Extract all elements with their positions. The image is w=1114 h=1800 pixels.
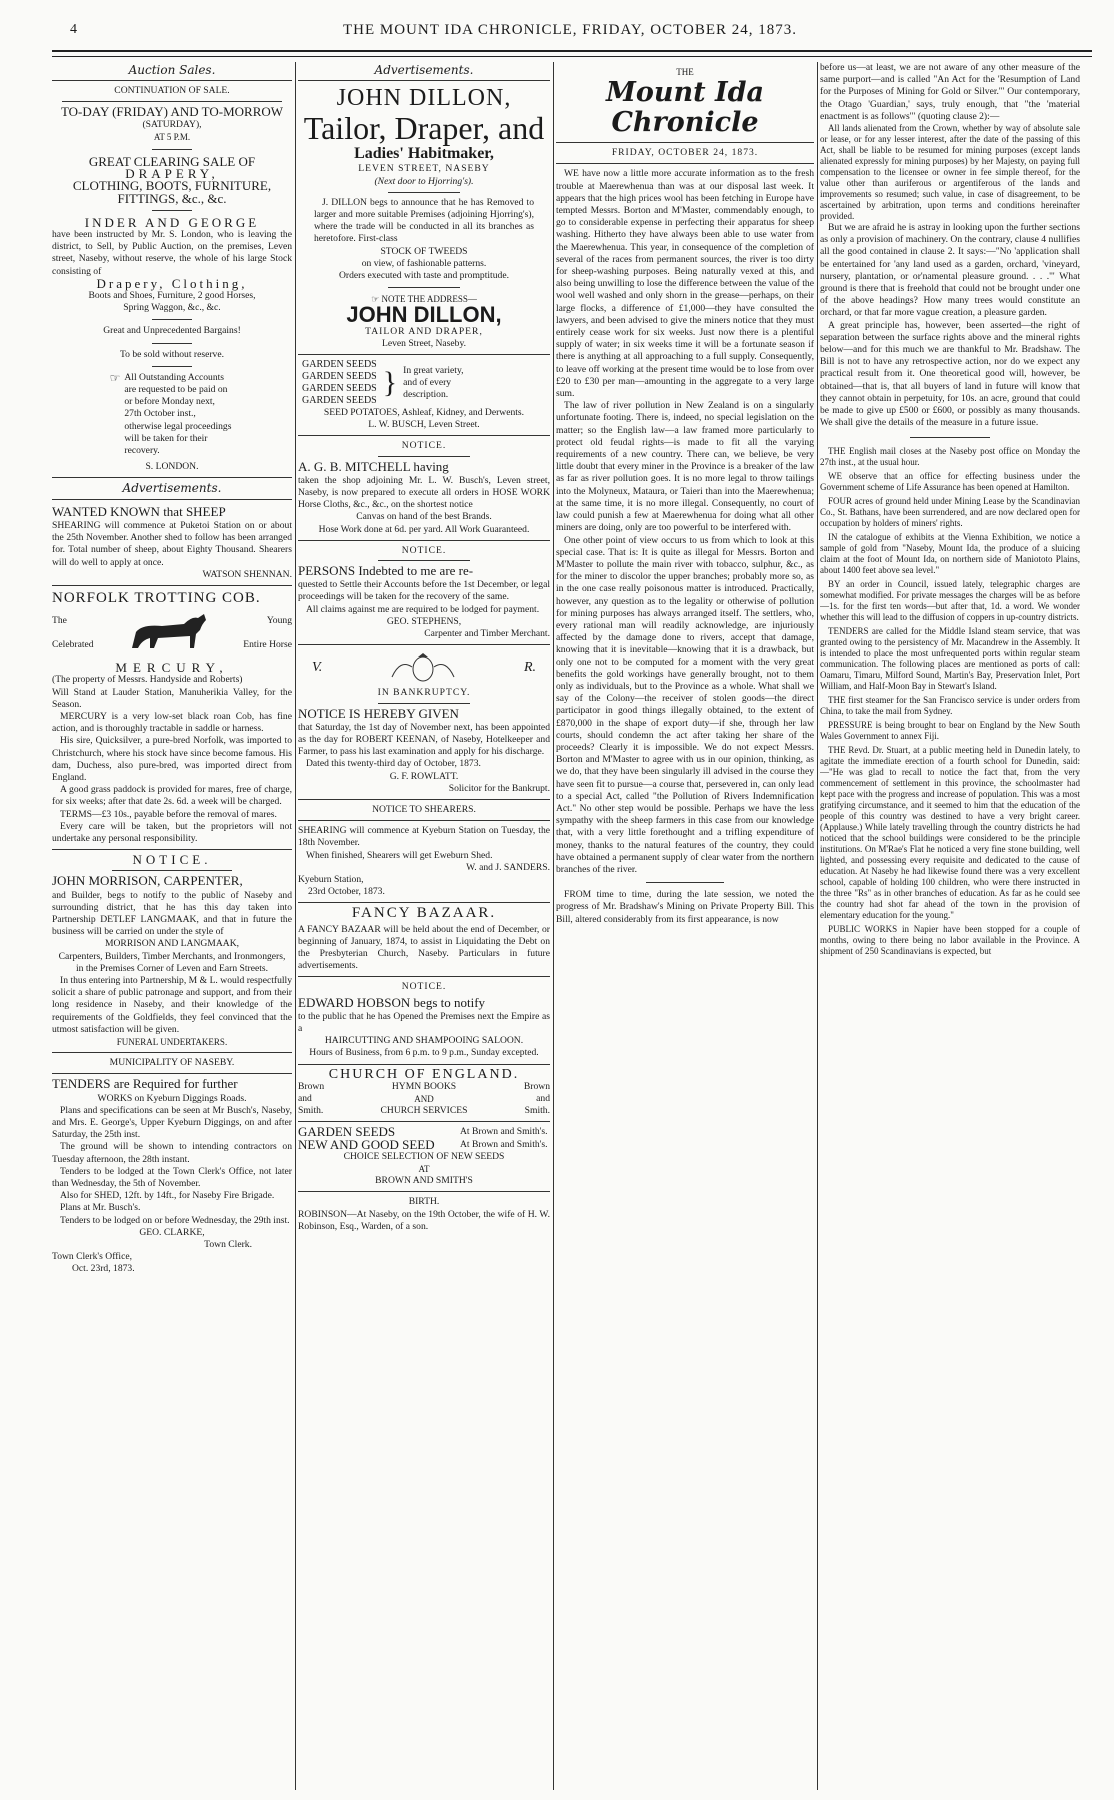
ad-body: taken the shop adjoining Mr. L. W. Busch's, Leven street, Naseby, is now prepared to execute all orders in HOSE WORK Horse Cloths, &c., &c., on the shortest notice: [298, 474, 550, 511]
auction-body: have been instructed by Mr. S. London, who is leaving the district, to Sell, by Public Auction, on the premises, Leven street, Naseby, without reserve, the whole of his large Stock consisting of: [52, 229, 292, 277]
ad-highlight: HAIRCUTTING AND SHAMPOOING SALOON.: [324, 1035, 524, 1047]
address-note: (Next door to Hjorring's).: [374, 175, 474, 187]
section-heading: Advertisements.: [374, 63, 474, 77]
editorial-paragraph: A great principle has, however, been asserted—the right of separation between the surface rights above and the mineral rights below—and for this much we are thankful to Mr. Bradshaw. The Bill is not to have any retrospective action, nor do we expect any practical result from it. One theoretical good will, however, be obtained—that is, that all buyers of land in future will know that they cannot obtain in perpetuity, for 10s. an acre, ground that could be made to give up £500 or £600, or possibly as many thousands. We shall give the details of the measure in a future issue.: [820, 319, 1080, 429]
seller-name: Brown and Smith.: [523, 1080, 550, 1117]
horse-label: Celebrated: [52, 639, 94, 651]
ad-body: Tenders to be lodged on or before Wednesday, the 29th inst.: [60, 1214, 290, 1226]
ad-body: on view, of fashionable patterns.: [361, 257, 487, 269]
top-rule: [52, 50, 1092, 52]
continuation-heading: CONTINUATION OF SALE.: [114, 85, 230, 97]
firm-trades: Carpenters, Builders, Timber Merchants, and Ironmongers,: [58, 950, 286, 962]
ad-body: Dated this twenty-third day of October, 1873.: [306, 758, 481, 770]
drapery-label: DRAPERY,: [125, 166, 219, 182]
news-item: IN the catalogue of exhibits at the Vienna Exhibition, we notice a sample of gold from "Naseby, Mount Ida, the produce of a sluicing claim at the foot of Mount Ida, on northern side of Maniototo Plains, about 1400 feet above sea level.": [820, 532, 1080, 576]
news-item: THE English mail closes at the Naseby post office on Monday the 27th inst., at the usual hour.: [820, 446, 1080, 468]
birth-notice: ROBINSON—At Naseby, on the 19th October, the wife of H. W. Robinson, Esq., Warden, of a son.: [298, 1208, 550, 1232]
ad-body: Plans at Mr. Busch's.: [60, 1202, 141, 1214]
seeds-line: GARDEN SEEDS: [302, 359, 377, 371]
signature: G. F. ROWLATT.: [389, 770, 459, 782]
section-heading: Advertisements.: [122, 481, 222, 496]
address-line: Leven Street, Naseby.: [381, 337, 467, 349]
masthead-title: THE MOUNT IDA CHRONICLE, FRIDAY, OCTOBER 24, 1873.: [342, 22, 798, 38]
notice-heading: IN BANKRUPTCY.: [377, 687, 471, 699]
horse-sire: His sire, Quicksilver, a pure-bred Norfolk, was imported to Christchurch, where his stock have since become famous. His dam, Duchess, also pure-bred, was imported direct from England.: [52, 735, 292, 783]
note-address: NOTE THE ADDRESS—: [381, 294, 477, 305]
seller-name: Brown and Smith.: [298, 1080, 325, 1117]
editorial-paragraph: But we are afraid he is astray in looking upon the further sections as only a provision of machinery. On the contrary, clause 4 nullifies all the good contained in clause 2. It says:—"No 'application shall be entertained for 'any land used as a garden, orchard, 'vineyard, nursery, plantation, or or'namental pleasure ground. . . .'" What ground is there that is freehold that could not be brought under one of the above headings? How many trees would constitute an orchard, or that far more vague creation, a pleasure garden.: [820, 222, 1080, 319]
paper-the: THE: [676, 67, 694, 77]
ad-heading: EDWARD HOBSON begs to notify: [298, 994, 486, 1010]
editorial-paragraph: The law of river pollution in New Zealand is on a singularly unfortunate footing. There is, indeed, no special legislation on the matter; so the English law—a law framed more particularly to protect old feudal rights—is made to fit all the varying requirements of a new country. There can, we believe, be very little doubt that every miner in the Province is a breaker of the law as far as river pollution goes. It is no more legal to throw tailings into the Molyneux, Mataura, or Taieri than into the Maerewhenua; at the same time, it is no more illegal. Consequently, no court of law could punish a few at Maerewhenua for doing what all other miners are doing, only are too powerful to be interfered with.: [556, 400, 814, 534]
ad-heading: A. G. B. MITCHELL having: [298, 458, 449, 474]
signature: GEO. STEPHENS,: [386, 615, 462, 627]
product-line: AND: [414, 1093, 434, 1104]
stock-line: Boots and Shoes, Furniture, 2 good Horses,: [88, 290, 256, 302]
column-4: [820, 62, 1080, 1790]
seeds-variety: In great variety, and of every description.: [403, 364, 464, 401]
horse-care: Every care will be taken, but the proprietors will not undertake any personal responsibility.: [52, 820, 292, 844]
ad-body: Orders executed with taste and promptitude.: [339, 270, 509, 282]
office-line: Town Clerk's Office,: [52, 1251, 133, 1263]
place-line: Kyeburn Station,: [298, 873, 364, 885]
seller-name: At Brown and Smith's.: [460, 1126, 548, 1138]
sale-heading: GREAT CLEARING SALE OF: [88, 154, 256, 170]
news-item: PUBLIC WORKS in Napier have been stopped for a couple of months, owing to there being no labor available in the Province. A shipment of 250 Scandinavians is expected, but: [820, 924, 1080, 957]
ad-body: Hose Work done at 6d. per yard. All Work Guaranteed.: [318, 523, 530, 535]
brace-icon: }: [382, 366, 398, 400]
product-line: HYMN BOOKS: [391, 1080, 457, 1092]
signature: GEO. CLARKE,: [139, 1226, 205, 1238]
bargains-line: Great and Unprecedented Bargains!: [103, 325, 241, 337]
ad-body: When finished, Shearers will get Eweburn Shed.: [306, 849, 493, 861]
outstanding-accounts: All Outstanding Accounts are requested to be paid on or before Monday next, 27th October inst., otherwise legal proceedings will be taken for their recovery.: [124, 371, 232, 457]
quoted-clause: All lands alienated from the Crown, whether by way of absolute sale or lease, or for any lesser interest, after the date of the passing of this Act, shall be liable to be resumed for mining purposes (except lands alienated expressly for mining purposes) by her Majesty, on paying full compensation to the licensee or owner in fee simple thereof, for the value other than auriferous or argentiferous of the lands and improvements so resumed; such value, in case of disagreement, to be ascertained by arbitration, upon terms and conditions hereinafter provided.: [820, 123, 1080, 222]
sale-day2: (SATURDAY),: [142, 118, 202, 130]
signature: L. W. BUSCH, Leven Street.: [368, 419, 480, 431]
column-divider: [553, 62, 554, 1790]
date-line: FRIDAY, OCTOBER 24, 1873.: [611, 147, 759, 159]
page-number: 4: [70, 22, 78, 37]
news-item: BY an order in Council, issued lately, telegraphic charges are somewhat modified. For private messages the charges will be as before—1s. for the first ten words—but after that, 1d. a word. We wonder whether this will lead to the diffusion of coppers in up-country districts.: [820, 579, 1080, 623]
notice-heading: MUNICIPALITY OF NASEBY.: [109, 1057, 235, 1069]
product-line: CHURCH SERVICES: [380, 1105, 468, 1117]
signature-title: Town Clerk.: [204, 1239, 252, 1251]
news-item: TENDERS are called for the Middle Island steam service, that was granted owing to the persistency of Mr. Macandrew in the Assembly. It is intended to place the most unfrequented ports within regular steam communication. The following places are mentioned as ports of call: Oamaru, Timaru, Milford Sound, Martin's Bay, Preservation Inlet, Port William, and Half-Moon Bay in Stewart's Island.: [820, 626, 1080, 692]
news-item: PRESSURE is being brought to bear on England by the New South Wales Government to annex Fiji.: [820, 720, 1080, 742]
horse-owner: (The property of Messrs. Handyside and Roberts): [52, 674, 243, 686]
ad-body: In thus entering into Partnership, M & L. would respectfully solicit a share of public patronage and support, and from their long residence in Naseby, and their knowledge of the requirements of the Goldfields, they feel convinced that the utmost satisfaction will be given.: [52, 974, 292, 1035]
no-reserve-line: To be sold without reserve.: [119, 348, 225, 360]
horse-station: Will Stand at Lauder Station, Manuherikia Valley, for the Season.: [52, 686, 292, 710]
ad-heading: NOTICE IS HEREBY GIVEN: [298, 705, 459, 721]
ad-heading: WANTED KNOWN that SHEEP: [52, 503, 226, 519]
ad-body: to the public that he has Opened the Premises next the Empire as a: [298, 1010, 550, 1034]
ad-body: Also for SHED, 12ft. by 14ft., for Naseby Fire Brigade.: [60, 1190, 275, 1202]
ad-body: The ground will be shown to intending contractors on Tuesday afternoon, the 28th instant.: [52, 1141, 292, 1165]
horse-name: MERCURY,: [115, 660, 229, 676]
ad-subheading: TAILOR AND DRAPER,: [365, 325, 483, 337]
ad-heading: CHURCH OF ENGLAND.: [328, 1066, 520, 1082]
notice-heading: NOTICE.: [401, 440, 447, 452]
signature-title: Solicitor for the Bankrupt.: [448, 782, 550, 794]
ad-body: that Saturday, the 1st day of November next, has been appointed as the day for ROBERT KEENAN, of Naseby, Hotelkeeper and Farmer, to pass his last examination and apply for his discharge.: [298, 721, 550, 758]
stock-line: Drapery, Clothing,: [96, 275, 248, 291]
horse-label: The: [52, 614, 67, 626]
ad-body: SHEARING will commence at Puketoi Station on or about the 25th November. Another shed to follow has been arranged for. Total number of sheep, about Eighty Thousand. Shearers will do well to apply at once.: [52, 519, 292, 568]
ad-body: SEED POTATOES, Ashleaf, Kidney, and Derwents.: [323, 407, 525, 419]
ad-subheading: Ladies' Habitmaker,: [354, 145, 494, 163]
ad-body: A FANCY BAZAAR will be held about the end of December, or beginning of January, 1874, to assist in Liquidating the Debt on the Presbyterian Church, Naseby. Particulars in future advertisements.: [298, 923, 550, 972]
ad-heading: NEW AND GOOD SEED: [298, 1136, 435, 1152]
ad-heading: JOHN DILLON,: [346, 302, 502, 328]
masthead: [50, 20, 1090, 44]
sale-days: TO-DAY (FRIDAY) AND TO-MORROW: [60, 104, 284, 120]
horse-paddock: A good grass paddock is provided for mares, free of charge, for six weeks; after that date 2s. 6d. a week will be charged.: [52, 784, 292, 808]
column-2: [298, 62, 550, 1790]
crest-letter: V.: [312, 660, 323, 676]
editorial-paragraph: FROM time to time, during the late session, we noted the progress of Mr. Bradshaw's Mining on Private Property Bill. This Bill, altered considerably from its first appearance, is now: [556, 889, 814, 925]
paper-title: Mount Ida Chronicle: [605, 77, 765, 139]
column-1: [52, 62, 292, 1790]
firm-place: in the Premises Corner of Leven and Earn Streets.: [75, 962, 269, 974]
editorial-paragraph: before us—at least, we are not aware of any other measure of the same purport—and is called "An Act for the 'Resumption of Land for the Purposes of Mining for Gold or Silver.'" Our contemporary, the Otago 'Guardian,' says, truly enough, that "the 'material enactment is as follows'" (quoting clause 2):—: [820, 62, 1080, 122]
ad-body: Canvas on hand of the best Brands.: [356, 511, 492, 523]
column-divider: [295, 62, 296, 1790]
sale-time: AT 5 P.M.: [153, 131, 191, 142]
ad-highlight: STOCK OF TWEEDS: [380, 245, 468, 257]
horse-desc: MERCURY is a very low-set black roan Cob, has fine action, and is thoroughly tractable in saddle or harness.: [52, 710, 292, 735]
news-item: THE first steamer for the San Francisco service is under orders from China, to take the mail from Sydney.: [820, 695, 1080, 717]
editorial-paragraph: WE have now a little more accurate information as to the fresh trouble at Maerewhenua than was at our disposal last week. It appears that the high prices wool has been fetching in Europe have tempted Messrs. Borton and M'Master, commendably enough, to go to considerable expense in perfecting their apparatus for sheep washing. Hitherto they have always been able to use water from the Maerewhenua. This year, in consequence of the completion of several of the races from permanent sources, the river is too dirty for sheep-washing purposes. Being naturally vexed at this, and also being unwilling to lose the difference between the value of the wool well washed and only shorn in the grease—perhaps, on their large flocks, a difference of £1,000—they have consulted the lawyers, and been advised to give the miners notice that they must entirely cease work for six weeks. Just now there is a plentiful supply of water; in six weeks time it will be a fortunate season if there is anything at all approaching to a full supply. Consequently, to leave off working at the present time would be to lose from over £20 to £30 per man—amounting in the aggregate to a very large sum.: [556, 168, 814, 400]
ad-body: SHEARING will commence at Kyeburn Station on Tuesday, the 18th November.: [298, 825, 550, 849]
ad-heading: GARDEN SEEDS: [298, 1124, 396, 1140]
top-rule-thin: [52, 56, 1092, 57]
ad-body: Plans and specifications can be seen at Mr Busch's, Naseby, and Mrs. E. George's, Upper Kyeburn Diggings, on and after Saturday, the 25th inst.: [52, 1104, 292, 1141]
ad-body: Tenders to be lodged at the Town Clerk's Office, not later than Wednesday, the 5th of November.: [52, 1165, 292, 1190]
notice-heading: NOTICE.: [401, 544, 447, 556]
ad-body: quested to Settle their Accounts before the 1st December, or legal proceedings will be taken for the recovery of the same.: [298, 579, 550, 603]
ad-heading: FANCY BAZAAR.: [351, 905, 497, 922]
crest-letter: R.: [523, 660, 536, 676]
column-divider: [817, 62, 818, 1790]
notice-heading: NOTICE TO SHEARERS.: [372, 803, 476, 815]
horse-label: Young: [266, 614, 292, 626]
ad-body: AT: [418, 1164, 430, 1174]
seeds-line: GARDEN SEEDS: [302, 371, 377, 383]
section-heading: Auction Sales.: [128, 63, 216, 77]
horse-icon: [122, 608, 212, 658]
news-item: WE observe that an office for effecting business under the Government scheme of Life Assurance has been opened at Hamilton.: [820, 471, 1080, 493]
ad-highlight: CHOICE SELECTION OF NEW SEEDS: [343, 1150, 505, 1162]
firm-name: MORRISON AND LANGMAAK,: [104, 938, 240, 950]
seeds-line: GARDEN SEEDS: [302, 383, 377, 395]
notice-heading: NOTICE.: [132, 852, 212, 868]
seeds-line: GARDEN SEEDS: [302, 395, 377, 407]
horse-terms: TERMS—£3 10s., payable before the removal of mares.: [60, 808, 277, 820]
funeral-label: FUNERAL UNDERTAKERS.: [116, 1037, 228, 1047]
ad-heading: PERSONS Indebted to me are re-: [298, 563, 474, 579]
ad-subheading: WORKS on Kyeburn Diggings Roads.: [97, 1092, 247, 1104]
notice-heading: NOTICE.: [401, 981, 447, 993]
signature: W. and J. SANDERS.: [466, 861, 550, 873]
ad-body: Hours of Business, from 6 p.m. to 9 p.m., Sunday excepted.: [309, 1047, 539, 1059]
ad-heading: Tailor, Draper, and: [303, 110, 545, 147]
sale-items: CLOTHING, BOOTS, FURNITURE,: [72, 178, 272, 194]
royal-crest: [298, 649, 550, 687]
signature: S. LONDON.: [145, 461, 199, 473]
pointing-hand-icon: ☞: [109, 370, 121, 385]
ad-body: All claims against me are required to be lodged for payment.: [306, 603, 540, 615]
sale-items2: FITTINGS, &c., &c.: [117, 190, 227, 206]
signature: WATSON SHENNAN.: [202, 568, 292, 580]
ad-heading: TENDERS are Required for further: [52, 1076, 238, 1092]
ad-heading: JOHN DILLON,: [336, 85, 512, 112]
editorial-paragraph: One other point of view occurs to us from which to look at this special case. That is: It is quite as illegal for Messrs. Borton and M'Master to pollute the main river with tobacco, sulphur, &c., as for the miner to discolor the upper branches; probably more so, as in the one case really poisonous matter is introduced. Practically, however, any question as to the legality or otherwise of pollution for mining purposes has always arranged itself. The settlers, who, every rational man will readily acknowledge, are injuriously affected by the damage done to rivers, accept that damage, knowing that it is inevitable—knowing that it is a drawback, but only one not to be computed for a moment with the very great benefits the gold workings have generally brought, not to them only as individuals, but to the Province as a whole. What shall we say of the Colony—the receiver of stolen goods—the direct participator in good things illegally obtained, to the extent of £870,000 in the shape of export duty—if she, through her law courts, should condemn the act after taking her share of the proceeds? Clearly it is impossible. We do not expect Messrs. Borton and M'Master to agree with us in our opinion, thinking, as we do, that they have been singularly ill advised in the course they have seen fit to pursue—a course that, persevered in, can only lead to a special Act, called "the Pollution of Rivers Indemnification Act." No other step would be possible. Perhaps we have the less sympathy with the sheep farmers in this case from our knowledge that, with a very little forethought and a trifling expenditure of money, thanks to the natural features of the country, they could have obtained a permanent supply of clear water from the northern branches of the river.: [556, 534, 814, 875]
crest-icon: [388, 653, 458, 683]
horse-label: Entire Horse: [243, 639, 292, 651]
signature-title: Carpenter and Timber Merchant.: [424, 628, 550, 640]
seller-name: At Brown and Smith's.: [460, 1138, 548, 1150]
column-3: [556, 62, 814, 1790]
notice-heading: BIRTH.: [408, 1196, 440, 1208]
ad-heading: NORFOLK TROTTING COB.: [52, 589, 261, 606]
auctioneer-name: INDER AND GEORGE: [84, 214, 260, 230]
ad-body: and Builder, begs to notify to the public of Naseby and surrounding district, that he has this day taken into Partnership DETLEF LANGMAAK, and that in future the business will be carried on under the style of: [52, 889, 292, 938]
pointing-hand-icon: ☞: [371, 294, 382, 305]
news-item: THE Revd. Dr. Stuart, at a public meeting held in Dunedin lately, to agitate the immediate erection of a fourth school for Dunedin, said:—"He was glad to recall to notice the fact that, from the very commencement of settlement in this province, the schoolmaster had kept pace with the progress and increase of population. This was a most gratifying circumstance, and it seemed to him that the education of the people of this country was destined to have a very bright career. (Applause.) While lately travelling through the country districts he had noticed that the school buildings were considered to be the principle institutions. On M'Rae's Flat he noticed a very fine stone building, well lighted, and possessing every requisite and dedicated to the cause of education. At Naseby he had likewise found there was a very excellent school, capable of holding 100 children, who were there instructed in the three "Rs" as in other branches of education. As far as he could see the country had shot far ahead of the town in the provision of elementary education for the young.": [820, 745, 1080, 921]
date-line: 23rd October, 1873.: [308, 886, 385, 898]
news-item: FOUR acres of ground held under Mining Lease by the Scandinavian Co., St. Bathans, have been surrendered, and are now declared open for occupation by holders of miners' rights.: [820, 496, 1080, 529]
seller-name: BROWN AND SMITH'S: [375, 1175, 473, 1187]
ad-heading: JOHN MORRISON, CARPENTER,: [52, 873, 243, 889]
stock-line: Spring Waggon, &c., &c.: [123, 302, 221, 314]
date-line: Oct. 23rd, 1873.: [72, 1263, 135, 1275]
address-line: LEVEN STREET, NASEBY: [358, 163, 490, 175]
ad-body: J. DILLON begs to announce that he has Removed to larger and more suitable Premises (adjoining Hjorring's), where the trade will be conducted in all its branches as heretofore. First-class: [314, 196, 534, 245]
